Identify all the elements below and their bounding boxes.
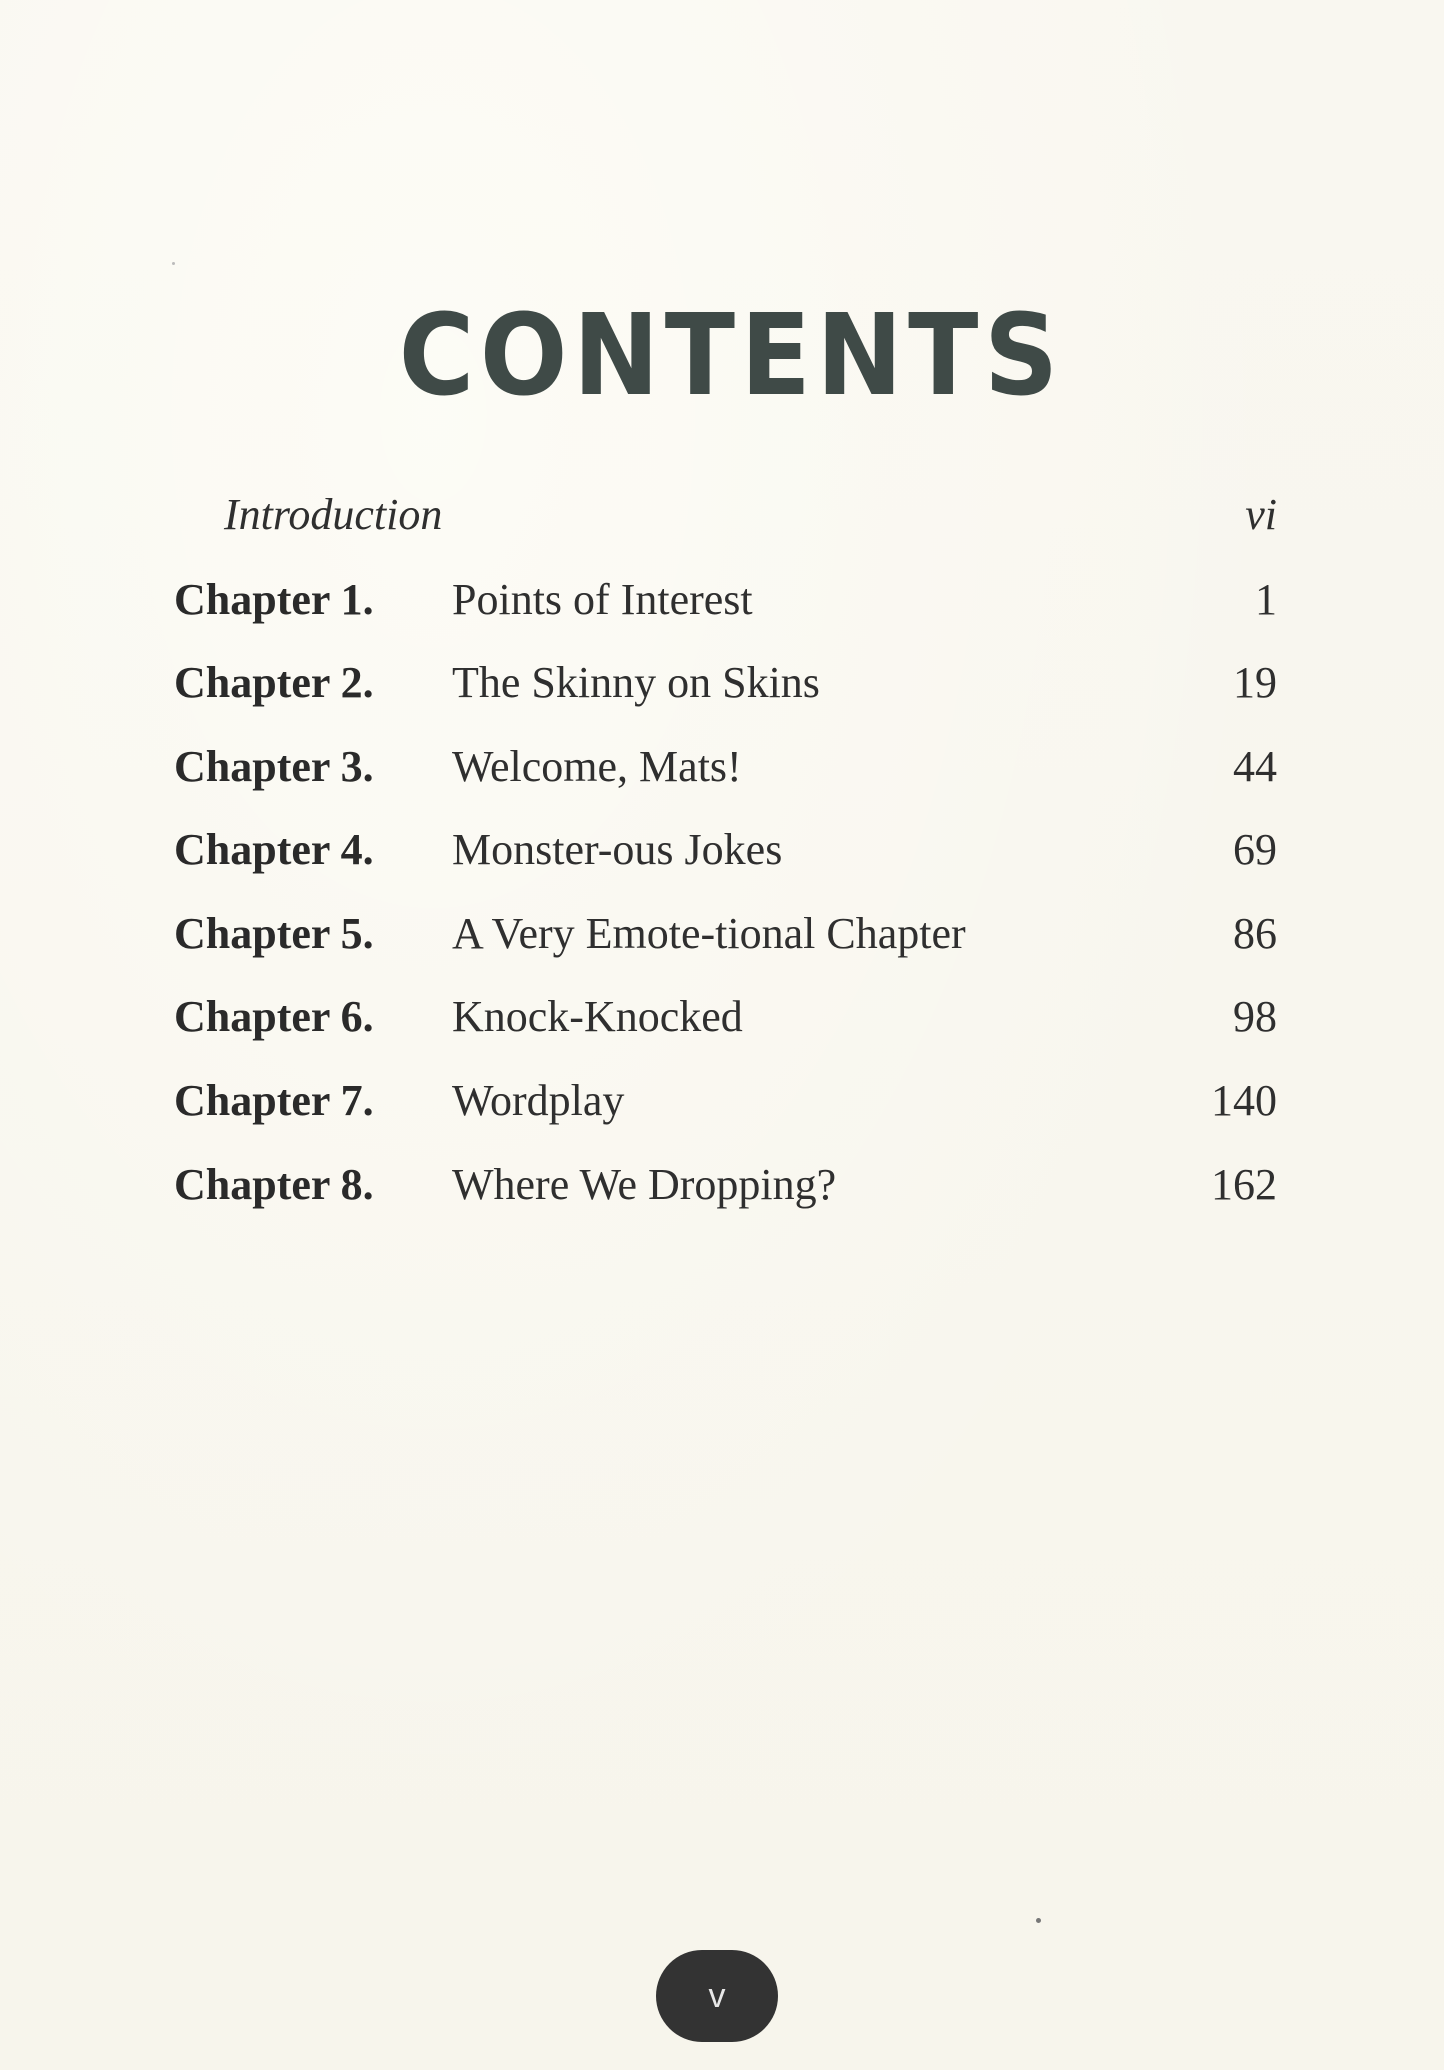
chapter-number: Chapter 8. [174,1160,374,1209]
chapter-page-number: 140 [1211,1076,1277,1125]
chapter-page-number: 98 [1233,992,1277,1041]
toc-row-chapter-5[interactable] [0,904,1444,964]
introduction-label: Introduction [224,490,443,539]
chapter-page-number: 19 [1233,658,1277,707]
chapter-title: Points of Interest [452,575,753,624]
paper-speck [172,262,175,265]
chapter-page-number: 69 [1233,825,1277,874]
introduction-page-number: vi [1245,490,1277,539]
toc-row-chapter-8[interactable] [0,1155,1444,1215]
chapter-number: Chapter 3. [174,742,374,791]
chapter-page-number: 162 [1211,1160,1277,1209]
chapter-number: Chapter 7. [174,1076,374,1125]
chapter-number: Chapter 2. [174,658,374,707]
chapter-number: Chapter 4. [174,825,374,874]
toc-row-chapter-7[interactable] [0,1071,1444,1131]
chapter-page-number: 86 [1233,909,1277,958]
paper-speck [1036,1918,1041,1923]
chapter-page-number: 1 [1255,575,1277,624]
toc-row-chapter-1[interactable] [0,570,1444,630]
toc-row-chapter-3[interactable] [0,737,1444,797]
chapter-number: Chapter 6. [174,992,374,1041]
chapter-title: Wordplay [452,1076,625,1125]
chapter-title: Monster-ous Jokes [452,825,783,874]
toc-row-introduction[interactable] [0,485,1444,545]
page-number-badge: v [656,1950,778,2042]
page-title: CONTENTS [398,291,1064,421]
toc-row-chapter-2[interactable] [0,653,1444,713]
chapter-number: Chapter 1. [174,575,374,624]
chapter-number: Chapter 5. [174,909,374,958]
chapter-page-number: 44 [1233,742,1277,791]
chapter-title: A Very Emote-tional Chapter [452,909,966,958]
toc-row-chapter-4[interactable] [0,820,1444,880]
toc-row-chapter-6[interactable] [0,987,1444,1047]
chapter-title: Welcome, Mats! [452,742,742,791]
chapter-title: Where We Dropping? [452,1160,837,1209]
chapter-title: The Skinny on Skins [452,658,820,707]
chapter-title: Knock-Knocked [452,992,743,1041]
